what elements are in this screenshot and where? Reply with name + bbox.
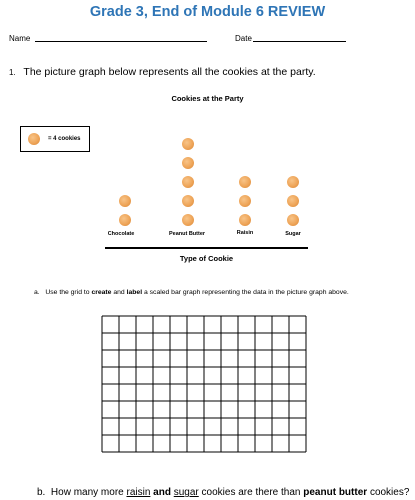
cookie-icon-sugar [287,195,299,207]
cookie-icon-sugar [287,176,299,188]
part-a-bold-create: create [91,289,112,296]
part-b-sugar: sugar [173,487,199,498]
part-b-text-1: How many more [50,487,127,498]
part-b-peanut-butter: peanut butter [303,487,368,498]
part-b-question [37,487,409,498]
worksheet-title: Grade 3, End of Module 6 REVIEW [89,4,326,20]
category-label-peanut-butter: Peanut Butter [168,231,206,237]
cookie-icon-raisin [239,176,251,188]
cookie-icon-raisin [239,195,251,207]
cookie-icon-raisin [239,214,251,226]
cookie-icon-chocolate [119,195,131,207]
date-label: Date [235,34,252,43]
cookie-icon-peanut-butter [182,214,194,226]
part-a-bold-label: label [126,289,143,296]
part-b-text-3: cookies are there than [201,487,301,498]
cookie-icon-chocolate [119,214,131,226]
graph-title: Cookies at the Party [171,94,244,103]
part-a-text-1: Use the grid to [45,289,92,296]
cookie-icon-sugar [287,214,299,226]
category-label-chocolate: Chocolate [107,231,135,237]
question-number: 1. [9,68,16,77]
x-axis-line [105,247,308,249]
answer-grid[interactable] [101,315,310,453]
key-label: = 4 cookies [48,136,81,142]
name-field[interactable] [35,41,207,42]
cookie-icon-peanut-butter [182,138,194,150]
question-1 [9,66,316,78]
date-field[interactable] [253,41,346,42]
part-b-text-4: cookies? [369,487,410,498]
part-a-instruction [34,289,349,296]
category-label-raisin: Raisin [236,230,254,236]
name-label: Name [9,34,31,43]
category-label-sugar: Sugar [285,231,301,237]
cookie-icon-peanut-butter [182,157,194,169]
x-axis-title: Type of Cookie [179,254,234,263]
cookie-icon-peanut-butter [182,176,194,188]
part-b-raisin: raisin [126,487,151,498]
part-b-letter: b. [37,487,46,498]
question-1-text: The picture graph below represents all the cookies at the party. [23,66,316,78]
part-a-letter: a. [34,289,40,296]
key-cookie-icon [28,133,40,145]
part-b-and: and [153,487,171,498]
cookie-icon-peanut-butter [182,195,194,207]
part-a-text-2: and [111,289,127,296]
part-a-text-3: a scaled bar graph representing the data in the picture graph above. [142,289,349,296]
